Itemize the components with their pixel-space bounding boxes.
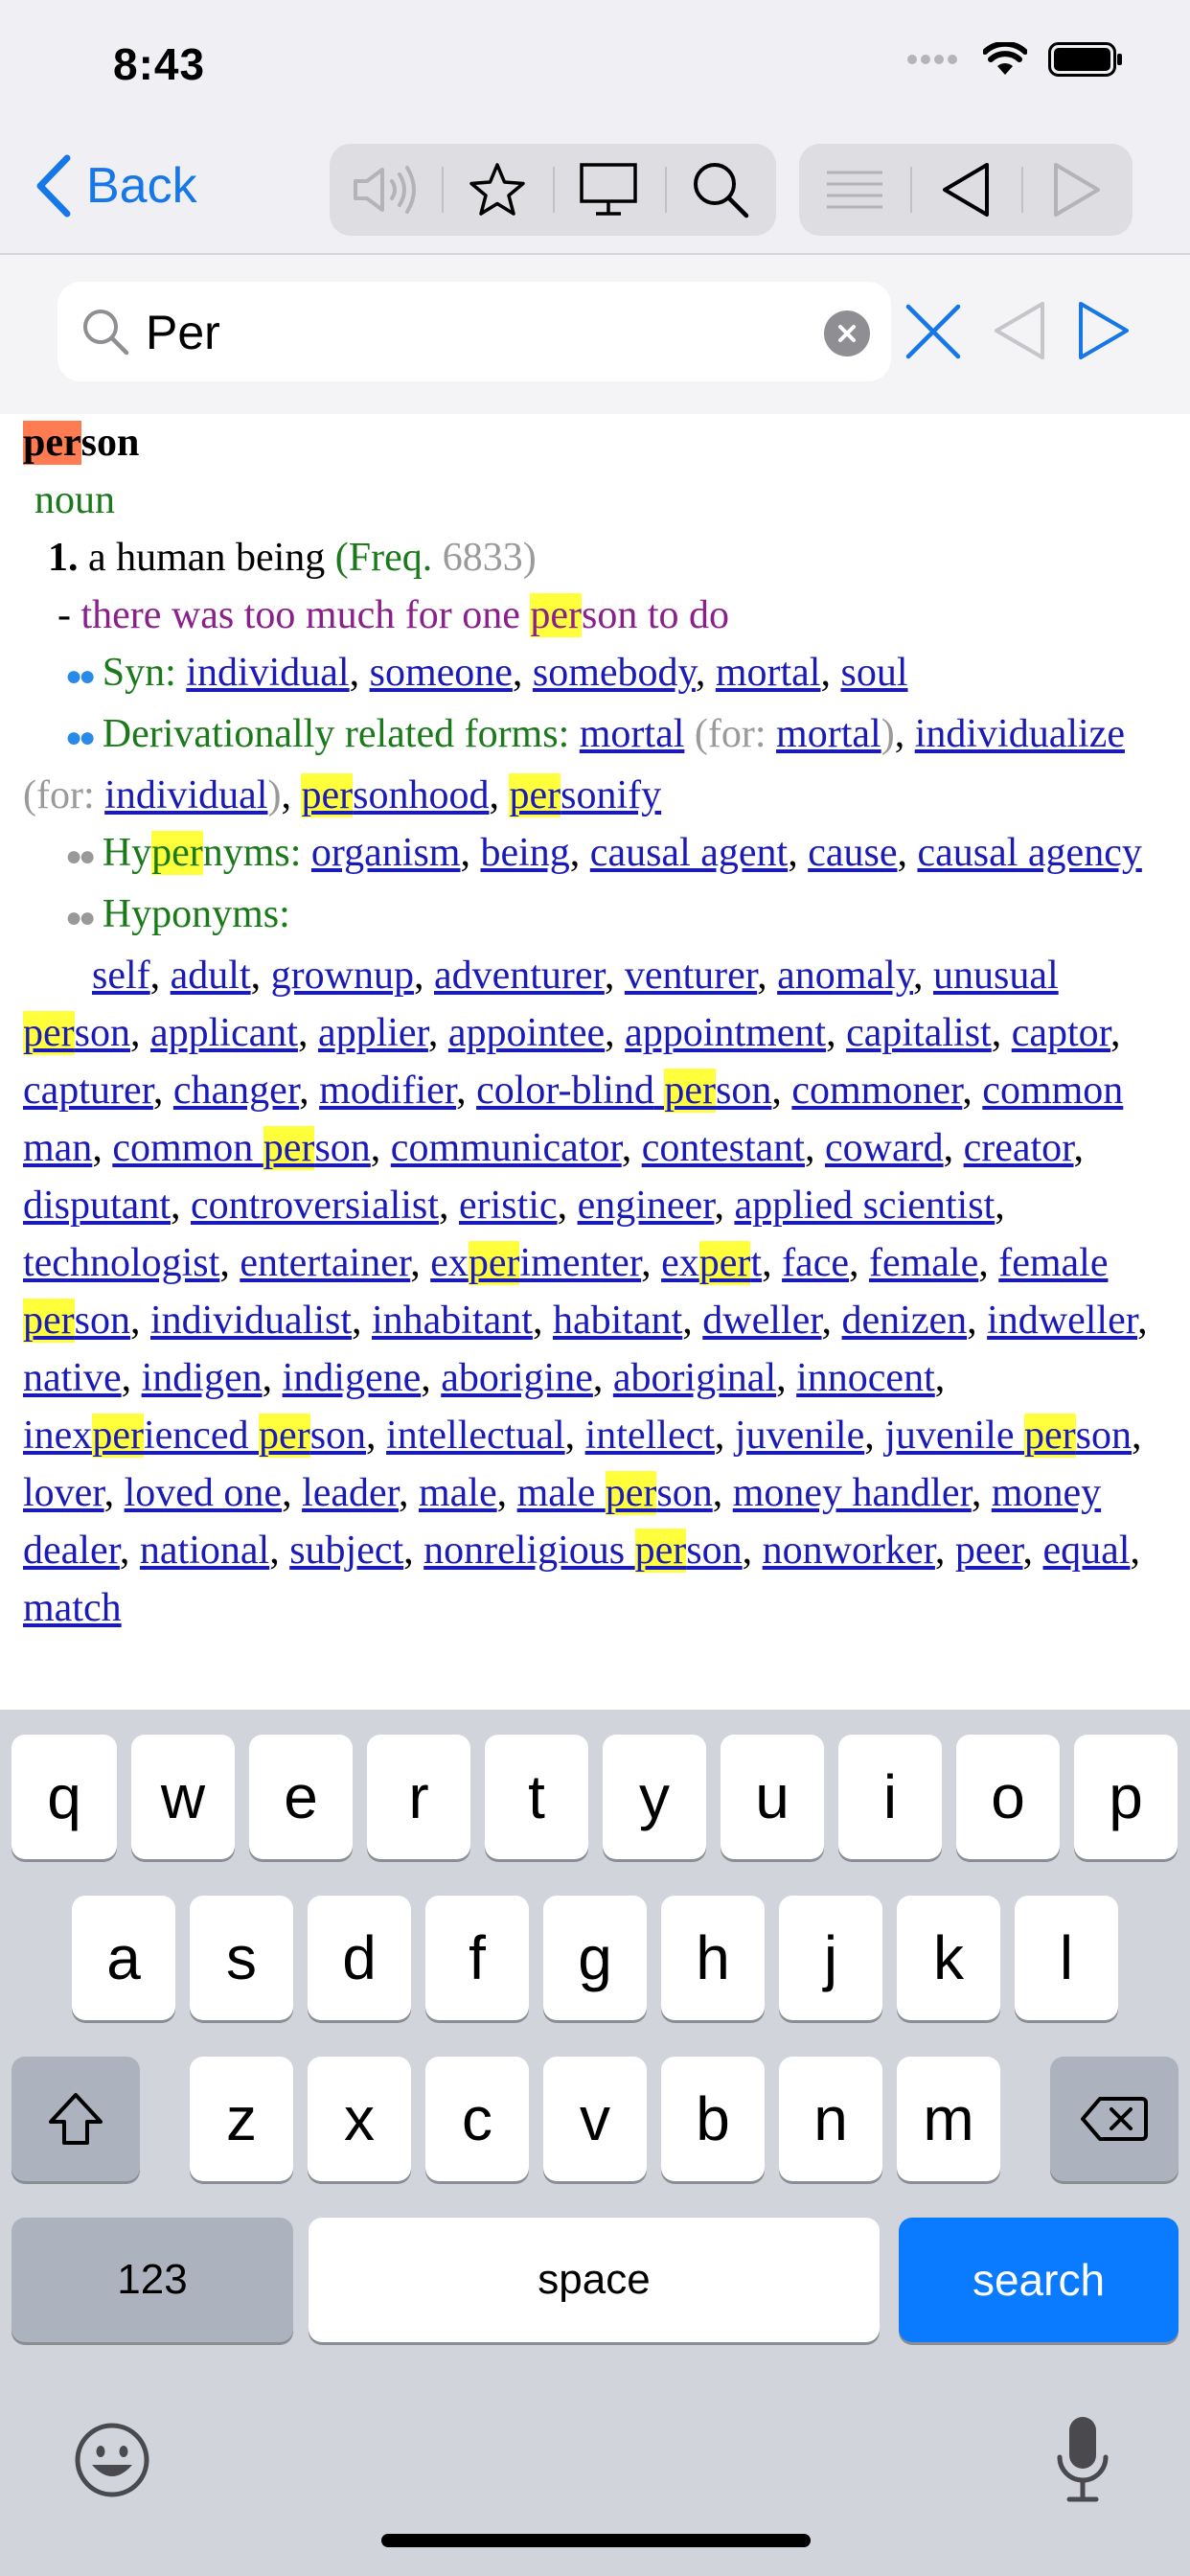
key-i[interactable]: i [838, 1735, 942, 1859]
find-previous-button[interactable] [993, 301, 1046, 365]
close-find-button[interactable] [903, 301, 964, 367]
display-button[interactable] [553, 144, 665, 236]
hyponym-link[interactable]: juvenile person [884, 1414, 1133, 1458]
home-indicator[interactable] [381, 2534, 811, 2547]
key-p[interactable]: p [1074, 1735, 1178, 1859]
hyponym-link[interactable]: appointment [625, 1011, 827, 1055]
example-match: per [530, 593, 582, 637]
definition: a human being [88, 536, 326, 580]
key-d[interactable]: d [308, 1896, 411, 2020]
deriv-link[interactable]: mortal [579, 712, 685, 756]
toolbar-group-navigation [799, 144, 1133, 236]
for-label: for: [707, 712, 767, 756]
hyponym-link[interactable]: indweller [987, 1299, 1138, 1343]
synonyms-line: ●● Syn: individual, someone, somebody, mortal, soul [65, 651, 908, 695]
hyponym-link[interactable]: inexperienced person [23, 1414, 367, 1458]
example: - there was too much for one person to do [57, 593, 730, 637]
hyponym-link[interactable]: changer [172, 1069, 300, 1113]
key-a[interactable]: a [72, 1896, 175, 2020]
hyponym-link[interactable]: modifier [319, 1069, 457, 1113]
key-e[interactable]: e [249, 1735, 353, 1859]
back-label: Back [86, 158, 197, 214]
syn-label: Syn: [102, 651, 176, 695]
hyponym-link[interactable]: face [782, 1241, 849, 1285]
bookmark-button[interactable] [442, 144, 554, 236]
hyponym-link[interactable]: capitalist [846, 1011, 992, 1055]
bullet-icon: ●● [65, 902, 93, 933]
microphone-icon [1054, 2415, 1111, 2503]
bullet-icon: ●● [65, 722, 93, 753]
signal-icon [906, 50, 962, 69]
hyponym-link[interactable]: individualist [150, 1299, 352, 1343]
hypernyms-line: ●● Hypernyms: organism, being, causal agent, cause, causal agency [65, 831, 1142, 875]
hyponym-link[interactable]: inhabitant [372, 1299, 533, 1343]
hyponym-link[interactable]: appointee [447, 1011, 606, 1055]
backspace-icon [1081, 2096, 1148, 2142]
key-b[interactable]: b [661, 2057, 765, 2181]
key-w[interactable]: w [131, 1735, 235, 1859]
status-bar [0, 0, 1190, 126]
headword-match: per [23, 421, 81, 465]
for-label: for: [36, 773, 95, 817]
search-tool-button[interactable] [665, 144, 777, 236]
bullet-icon: ●● [65, 840, 93, 872]
toolbar-group-primary [330, 144, 776, 236]
key-m[interactable]: m [897, 2057, 1000, 2181]
hyponym-link[interactable]: male [418, 1471, 497, 1515]
key-x[interactable]: x [308, 2057, 411, 2181]
hyponyms-label: Hyponyms: [102, 892, 290, 936]
hyponym-link[interactable]: female [868, 1241, 979, 1285]
hyponym-link[interactable]: capturer [23, 1069, 153, 1113]
hyponym-link[interactable]: loved one [124, 1471, 283, 1515]
part-of-speech: noun [34, 478, 115, 522]
hyponym-link[interactable]: disputant [23, 1184, 171, 1228]
hyponym-link[interactable]: intellect [584, 1414, 715, 1458]
key-j[interactable]: j [779, 1896, 882, 2020]
hypernyms-label: Hypernyms: [102, 831, 302, 875]
hyponym-link[interactable]: engineer [577, 1184, 715, 1228]
hyponym-link[interactable]: indigene [282, 1356, 422, 1400]
hyponym-link[interactable]: expert [661, 1241, 763, 1285]
hyponym-link[interactable]: equal [1042, 1529, 1131, 1573]
emoji-icon [73, 2421, 151, 2499]
space-key[interactable]: space [309, 2218, 880, 2342]
hyponym-link[interactable]: entertainer [240, 1241, 411, 1285]
syn-link[interactable]: soul [840, 651, 908, 695]
find-next-button[interactable] [1077, 301, 1131, 365]
headword [23, 414, 1167, 472]
key-f[interactable]: f [425, 1896, 529, 2020]
hyponym-link[interactable]: female person [23, 1241, 1109, 1343]
hyponym-link[interactable]: technologist [23, 1241, 220, 1285]
hyponym-link[interactable]: male person [516, 1471, 713, 1515]
find-bar [0, 255, 1190, 414]
key-k[interactable]: k [897, 1896, 1000, 2020]
hyponym-link[interactable]: experimenter [430, 1241, 642, 1285]
emoji-button[interactable] [73, 2421, 151, 2504]
hyponym-link[interactable]: nonreligious person [423, 1529, 743, 1573]
hyponym-link[interactable]: native [23, 1356, 122, 1400]
sense-1: 1. a human being (Freq. 6833) [48, 536, 537, 580]
hyponym-link[interactable]: money dealer [23, 1471, 1102, 1573]
hyponym-link[interactable]: match [23, 1586, 122, 1630]
hypernym-link[interactable]: causal agent [589, 831, 789, 875]
hyponym-link[interactable]: self [92, 954, 150, 998]
status-icons [906, 42, 1123, 77]
deriv-source-link[interactable]: individual [104, 773, 268, 817]
example-text-a: there was too much for one [80, 593, 531, 637]
key-n[interactable]: n [779, 2057, 882, 2181]
hyponym-link[interactable]: common man [23, 1069, 1124, 1170]
search-key[interactable]: search [899, 2218, 1179, 2342]
deriv-link[interactable]: personhood [301, 773, 490, 817]
search-icon [691, 160, 750, 219]
key-s[interactable]: s [190, 1896, 293, 2020]
hyponym-link[interactable]: lover [23, 1471, 104, 1515]
hypernym-link[interactable]: causal agency [917, 831, 1142, 875]
syn-link[interactable]: someone [369, 651, 513, 695]
hyponym-link[interactable]: adventurer [433, 954, 605, 998]
dictionary-entry [0, 414, 1190, 1710]
hyponym-link[interactable]: applied scientist [734, 1184, 995, 1228]
key-z[interactable]: z [190, 2057, 293, 2181]
hyponym-link[interactable]: indigen [141, 1356, 263, 1400]
monitor-icon [579, 162, 638, 218]
syn-link[interactable]: mortal [715, 651, 821, 695]
wifi-icon [983, 42, 1027, 77]
deriv-source-link[interactable]: mortal [776, 712, 881, 756]
key-r[interactable]: r [367, 1735, 470, 1859]
hyponym-link[interactable]: intellectual [386, 1414, 565, 1458]
clear-icon [836, 323, 858, 344]
shift-icon [47, 2091, 104, 2147]
hyponym-link[interactable]: anomaly [777, 954, 914, 998]
hyponym-link[interactable]: color-blind person [476, 1069, 772, 1113]
hyponym-link[interactable]: grownup [270, 954, 414, 998]
triangle-left-icon [941, 162, 991, 218]
key-y[interactable]: y [603, 1735, 706, 1859]
key-t[interactable]: t [485, 1735, 588, 1859]
list-button[interactable] [799, 144, 910, 236]
hyponym-link[interactable]: common person [112, 1126, 371, 1170]
deriv-label: Derivationally related forms: [102, 712, 570, 756]
key-o[interactable]: o [956, 1735, 1060, 1859]
dictation-button[interactable] [1054, 2415, 1111, 2508]
battery-icon [1048, 42, 1123, 77]
bullet-icon: ●● [65, 660, 93, 692]
clear-search-button[interactable] [824, 310, 870, 356]
hyponym-link[interactable]: creator [963, 1126, 1074, 1170]
syn-link[interactable]: somebody [532, 651, 696, 695]
search-input[interactable]: Per [146, 306, 220, 359]
list-icon [825, 169, 884, 211]
nav-bar [0, 126, 1190, 255]
hyponym-link[interactable]: nonworker [762, 1529, 935, 1573]
close-icon [903, 301, 964, 362]
key-v[interactable]: v [543, 2057, 647, 2181]
chevron-left-icon [34, 154, 73, 218]
hyponym-link[interactable]: captor [1011, 1011, 1110, 1055]
search-icon [80, 307, 130, 356]
hyponym-link[interactable]: applicant [150, 1011, 298, 1055]
hypernym-link[interactable]: organism [310, 831, 461, 875]
headword-rest: son [80, 421, 140, 465]
hyponym-link[interactable]: aboriginal [612, 1356, 777, 1400]
hyponym-link[interactable]: dweller [702, 1299, 822, 1343]
hyponym-link[interactable]: coward [824, 1126, 944, 1170]
shift-key[interactable] [11, 2057, 140, 2181]
hyponym-link[interactable]: adult [170, 954, 251, 998]
delete-key[interactable] [1050, 2057, 1179, 2181]
hyponym-link[interactable]: applier [317, 1011, 428, 1055]
hyponym-link[interactable]: leader [302, 1471, 399, 1515]
key-q[interactable]: q [11, 1735, 117, 1859]
key-l[interactable]: l [1015, 1896, 1118, 2020]
hyponym-link[interactable]: commoner [791, 1069, 963, 1113]
hyponyms-list: self, adult, grownup, adventurer, venturer, anomaly, unusual person, applicant, applier, appointee, appointment, capitalist, captor, capturer, changer, modifier, color-blind person, commoner, common man, common person, communicator, contestant, coward, creator, disputant, controversialist, eristic, engineer, applied scientist, technologist, entertainer, experimenter, expert, face, female, female person, individualist, inhabitant, habitant, dweller, denizen, indweller, native, indigen, indigene, aborigine, aboriginal, innocent, inexperienced person, intellectual, intellect, juvenile, juvenile person, lover, loved one, leader, male, male person, money handler, money dealer, national, subject, nonreligious person, nonworker, peer, equal, match [23, 954, 1148, 1630]
hyponyms-heading [23, 886, 1167, 947]
syn-link[interactable]: individual [186, 651, 350, 695]
hyponym-link[interactable]: venturer [624, 954, 758, 998]
deriv-link[interactable]: personify [509, 773, 662, 817]
freq-label: Freq. [348, 536, 433, 580]
star-icon [469, 162, 526, 218]
hyponym-link[interactable]: contestant [641, 1126, 805, 1170]
keyboard [0, 1710, 1190, 2576]
hyponym-link[interactable]: controversialist [191, 1184, 439, 1228]
hyponym-link[interactable]: aborigine [441, 1356, 593, 1400]
search-field[interactable] [57, 282, 891, 381]
key-c[interactable]: c [425, 2057, 529, 2181]
speak-button[interactable] [330, 144, 442, 236]
freq-value: 6833 [442, 536, 523, 580]
hypernym-link[interactable]: being [480, 831, 570, 875]
hyponym-link[interactable]: money handler [732, 1471, 972, 1515]
hypernym-link[interactable]: cause [808, 831, 898, 875]
hyponym-link[interactable]: habitant [552, 1299, 683, 1343]
derivations-line: ●● Derivationally related forms: mortal (for: mortal), individualize (for: individual), personhood, personify [23, 712, 1125, 817]
key-g[interactable]: g [543, 1896, 647, 2020]
hyponym-link[interactable]: national [139, 1529, 270, 1573]
history-back-button[interactable] [910, 144, 1021, 236]
status-time: 8:43 [113, 39, 206, 89]
triangle-right-icon [1052, 162, 1102, 218]
hyponym-link[interactable]: unusual person [23, 954, 1059, 1055]
hyponym-link[interactable]: innocent [796, 1356, 935, 1400]
speaker-icon [352, 164, 419, 216]
key-u[interactable]: u [721, 1735, 824, 1859]
hyponym-link[interactable]: juvenile [734, 1414, 865, 1458]
hyponym-link[interactable]: communicator [390, 1126, 622, 1170]
numbers-key[interactable]: 123 [11, 2218, 293, 2342]
hyponym-link[interactable]: peer [954, 1529, 1023, 1573]
triangle-right-icon [1077, 301, 1131, 360]
hyponym-link[interactable]: subject [289, 1529, 404, 1573]
history-forward-button[interactable] [1021, 144, 1133, 236]
back-button[interactable] [34, 155, 197, 217]
triangle-left-icon [993, 301, 1046, 360]
sense-number: 1. [48, 536, 79, 580]
deriv-link[interactable]: individualize [914, 712, 1125, 756]
key-h[interactable]: h [661, 1896, 765, 2020]
example-text-b: son to do [582, 593, 730, 637]
hyponym-link[interactable]: denizen [841, 1299, 968, 1343]
hyponym-link[interactable]: eristic [458, 1184, 558, 1228]
